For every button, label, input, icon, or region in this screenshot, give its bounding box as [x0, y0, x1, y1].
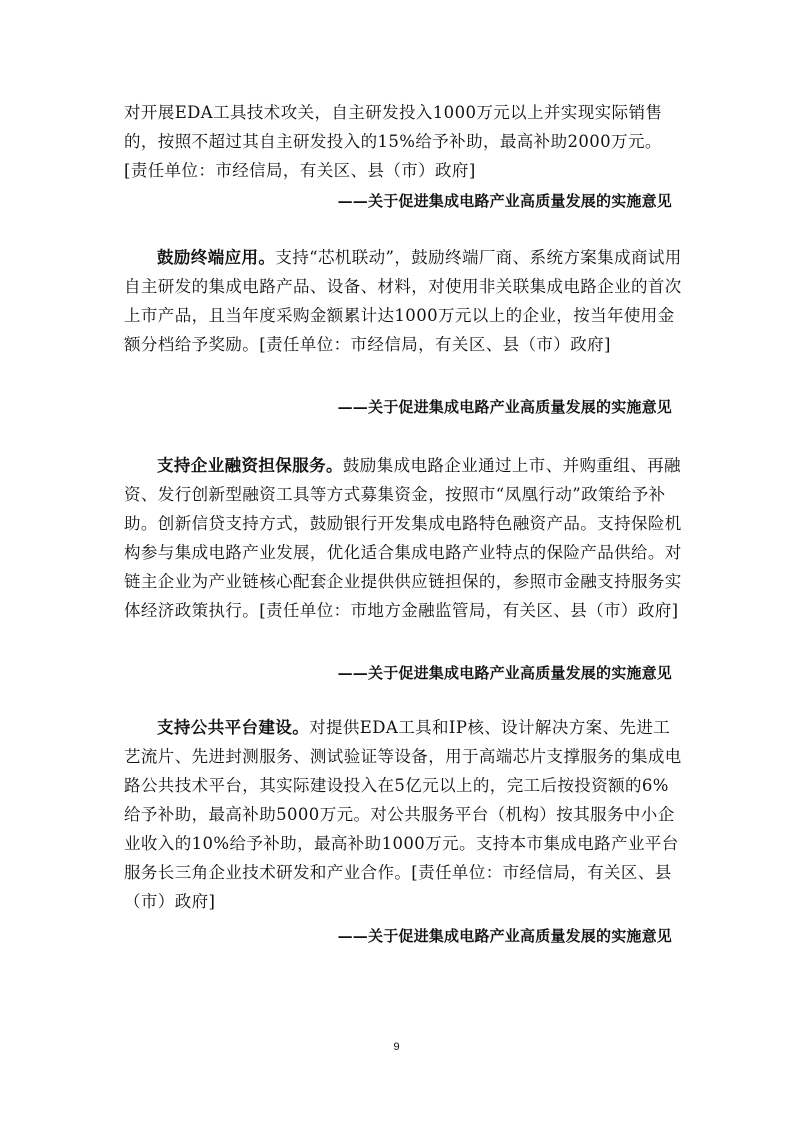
paragraph-body: 对开展EDA工具技术攻关，自主研发投入1000万元以上并实现实际销售的，按照不超过其自主研发投入的15%给予补助，最高补助2000万元。[责任单位：市经信局，有关区、县（市）政府] [124, 103, 663, 180]
paragraph-body: 对提供EDA工具和IP核、设计解决方案、先进工艺流片、先进封测服务、测试验证等设备，用于高端芯片支撑服务的集成电路公共技术平台，其实际建设投入在5亿元以上的，完工后按投资额的6%给予补助，最高补助5000万元。对公共服务平台（机构）按其服务中小企业收入的10%给予补助，最高补助1000万元。支持本市集成电路产业平台服务长三角企业技术研发和产业合作。[责任单位：市经信局，有关区、县（市）政府] [124, 718, 682, 911]
paragraph-terminal-application [124, 243, 684, 359]
paragraph-body: 支持“芯机联动”，鼓励终端厂商、系统方案集成商试用自主研发的集成电路产品、设备、材料，对使用非关联集成电路企业的首次上市产品，且当年度采购金额累计达1000万元以上的企业，按当年使用金额分档给予奖励。[责任单位：市经信局，有关区、县（市）政府] [124, 248, 682, 354]
paragraph-lead: 支持公共平台建设。 [157, 718, 310, 737]
source-citation: ——关于促进集成电路产业高质量发展的实施意见 [337, 664, 672, 682]
paragraph-lead: 支持企业融资担保服务。 [157, 456, 343, 475]
source-citation: ——关于促进集成电路产业高质量发展的实施意见 [337, 927, 672, 945]
source-citation: ——关于促进集成电路产业高质量发展的实施意见 [337, 192, 672, 210]
source-citation: ——关于促进集成电路产业高质量发展的实施意见 [337, 398, 672, 416]
paragraph-financing-guarantee [124, 451, 684, 625]
paragraph-body: 鼓励集成电路企业通过上市、并购重组、再融资、发行创新型融资工具等方式募集资金，按照市“凤凰行动”政策给予补助。创新信贷支持方式，鼓励银行开发集成电路特色融资产品。支持保险机构参与集成电路产业发展，优化适合集成电路产业特点的保险产品供给。对链主企业为产业链核心配套企业提供供应链担保的，参照市金融支持服务实体经济政策执行。[责任单位：市地方金融监管局，有关区、县（市）政府] [124, 456, 682, 620]
paragraph-lead: 鼓励终端应用。 [157, 248, 276, 267]
page-number: 9 [393, 1041, 400, 1053]
paragraph-eda-tools [124, 98, 684, 185]
paragraph-public-platform [124, 713, 684, 916]
